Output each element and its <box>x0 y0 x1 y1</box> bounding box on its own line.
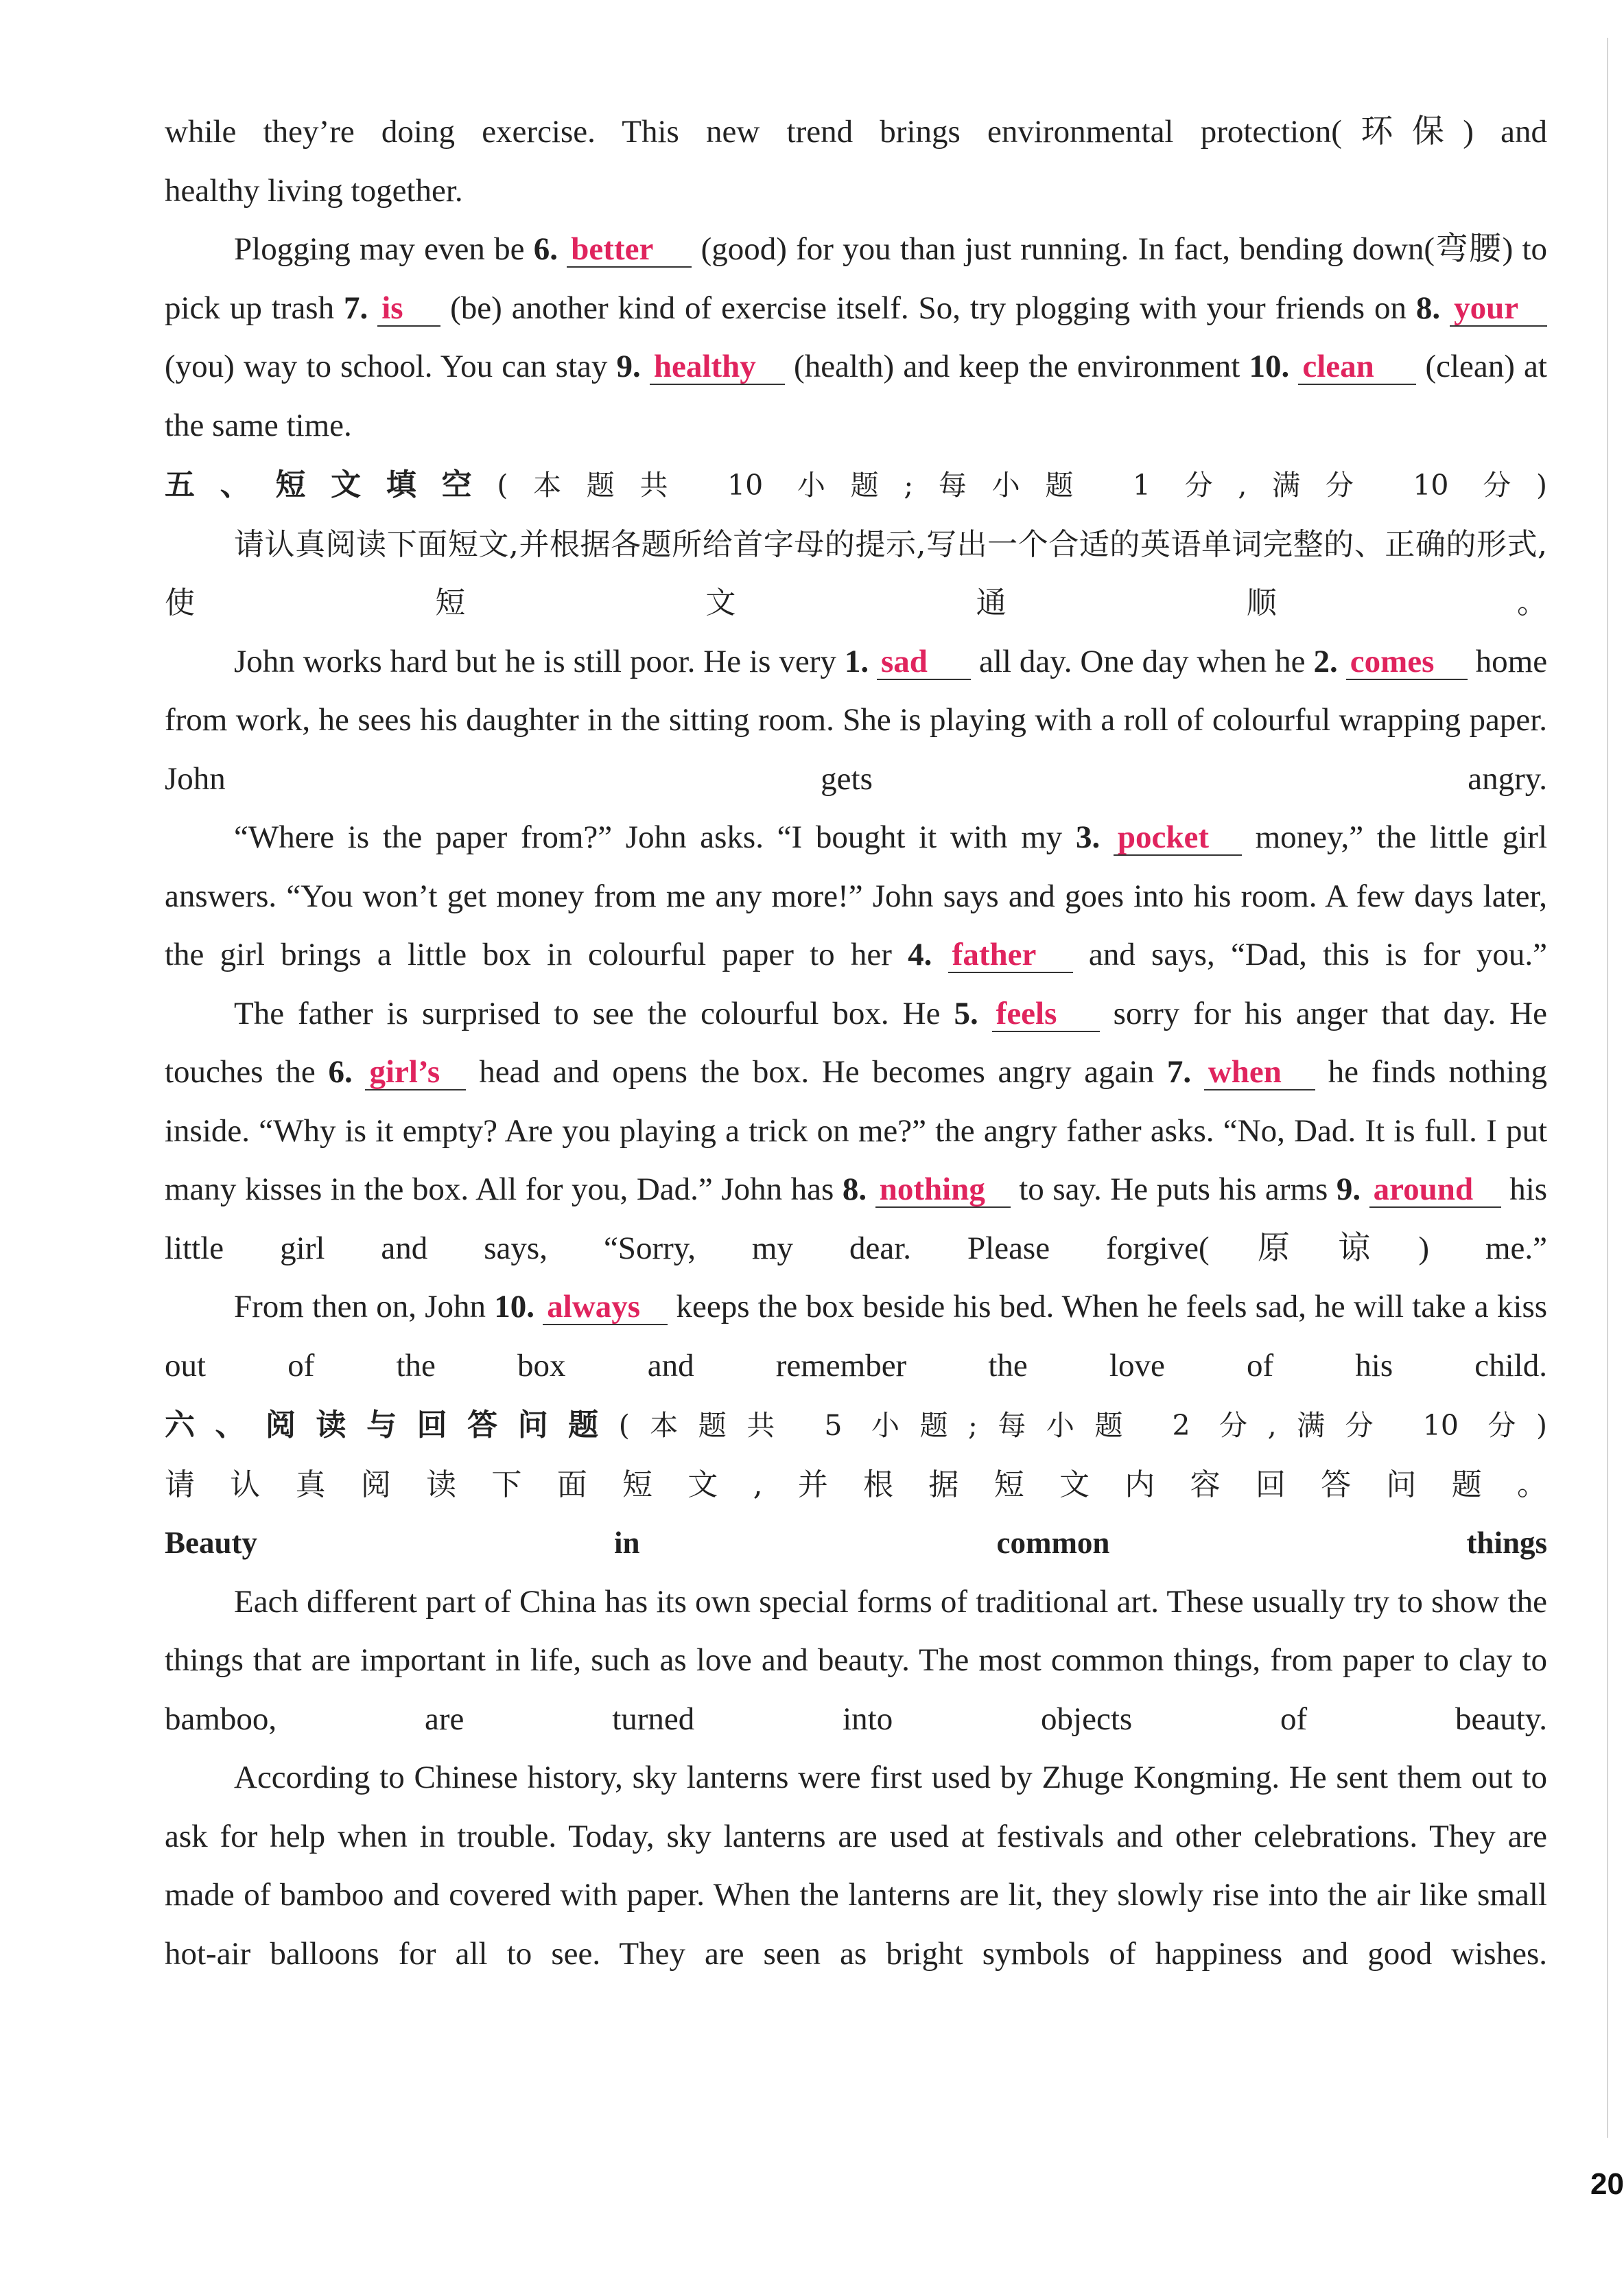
section-points: (本题共 10 小题;每小题 1 分,满分 10 分) <box>497 469 1547 502</box>
text-segment: From then on, John <box>234 1289 486 1325</box>
answer-blank: pocket <box>1114 820 1242 856</box>
text-segment: keeps the box beside his bed. When he feels sad, he will take a kiss out of the box and remember the love of his child. <box>165 1289 1548 1384</box>
answer-blank: around <box>1369 1172 1501 1208</box>
page-number: 20 <box>1590 2167 1624 2201</box>
passage-paragraph: Each different part of China has its own special forms of traditional art. These usually try to show the things that are important in life, such as love and beauty. The most common things, from paper to clay to bamboo, are turned into objects of beauty. <box>165 1583 1547 1737</box>
answer-blank: clean <box>1298 349 1416 385</box>
passage-paragraph: According to Chinese history, sky lanterns were first used by Zhuge Kongming. He sent them out to ask for help when in trouble. Today, sky lanterns are used at festivals and other celebrations. They are made of bamboo and covered with paper. When the lanterns are lit, they slowly rise into the air like small hot-air balloons for all to see. They are seen as bright symbols of happiness and good wishes. <box>165 1760 1547 1972</box>
question-number: 9. <box>1336 1171 1361 1207</box>
section-instruction: 请认真阅读下面短文,并根据各题所给首字母的提示,写出一个合适的英语单词完整的、正确的形式,使短文通顺。 <box>165 526 1547 620</box>
question-number: 7. <box>1166 1054 1192 1090</box>
text-segment: and says, “Dad, this is for you.” <box>1088 937 1548 972</box>
text-segment: (good) for you than just running. In fact, bending <box>701 231 1343 267</box>
text-segment: keep the environment <box>958 349 1240 384</box>
passage-paragraph <box>165 220 1547 455</box>
question-number: 4. <box>908 937 932 972</box>
text-segment: his little girl and says, “Sorry, my dear. Please forgive(原谅) me.” <box>165 1171 1548 1266</box>
passage-paragraph <box>165 808 1547 985</box>
answer-blank: girl’s <box>365 1055 466 1090</box>
answer-blank: comes <box>1346 644 1468 680</box>
text-segment: he finds nothing inside. “Why is it empty? Are you playing a trick on me?” the angry father asks. “No, Dad. It is full. I put many kisses in the box. All for you, Dad.” John has <box>165 1054 1548 1207</box>
answer-blank: nothing <box>875 1172 1011 1208</box>
text-segment: (be) another kind of exercise itself. So, try plogging <box>450 290 1131 326</box>
question-number: 7. <box>344 290 368 326</box>
text-segment: John works hard but he is still poor. He is very <box>234 643 836 679</box>
right-margin-rule <box>1607 38 1608 2138</box>
question-number: 9. <box>616 349 641 384</box>
question-number: 3. <box>1075 819 1101 855</box>
worksheet-page <box>165 103 1547 1983</box>
question-number: 1. <box>844 643 869 679</box>
passage-paragraph <box>165 633 1547 809</box>
question-number: 6. <box>328 1054 353 1090</box>
text-segment: (clean) at the same time. <box>165 349 1547 443</box>
text-segment: all day. One day when he <box>978 643 1306 679</box>
text-segment: sorry for his anger that day. He touches the <box>165 995 1547 1090</box>
section-heading <box>165 1395 1547 1456</box>
answer-blank: your <box>1450 291 1547 327</box>
question-number: 10. <box>1249 349 1290 384</box>
answer-blank: when <box>1204 1055 1315 1090</box>
text-segment: The father is surprised to see the colourful box. He <box>234 995 941 1031</box>
question-number: 5. <box>954 995 978 1031</box>
answer-blank: always <box>543 1290 668 1325</box>
question-number: 8. <box>1415 290 1441 326</box>
section-5 <box>165 455 1547 1395</box>
text-segment: “Where is the paper from?” John asks. “I bought it with my <box>234 819 1063 855</box>
answer-blank: healthy <box>650 349 785 385</box>
passage-continuation <box>165 103 1547 455</box>
answer-blank: feels <box>992 996 1100 1032</box>
text-segment: to say. He puts his arms <box>1019 1171 1328 1207</box>
section-heading <box>165 455 1547 515</box>
answer-blank: is <box>377 291 440 327</box>
section-title: 六、阅读与回答问题 <box>165 1408 619 1443</box>
answer-blank: better <box>567 232 692 268</box>
text-segment: money,” the little girl answers. “You won’t get money from me any more!” John says and goes into his room. A few days later, the girl brings a little box in colourful paper to her <box>165 819 1548 972</box>
section-6 <box>165 1395 1547 1983</box>
passage-paragraph <box>165 985 1547 1279</box>
answer-blank: father <box>948 937 1073 973</box>
section-points: (本题共 5 小题;每小题 2 分,满分 10 分) <box>618 1409 1547 1442</box>
text-segment: head and opens the box. He becomes angry again <box>479 1054 1155 1090</box>
passage-paragraph <box>165 1278 1547 1395</box>
section-instruction: 请认真阅读下面短文,并根据短文内容回答问题。 <box>165 1467 1547 1502</box>
text-segment: with your friends on <box>1140 290 1407 326</box>
question-number: 10. <box>494 1289 535 1325</box>
text-line: healthy living together. <box>165 172 463 209</box>
text-segment: down(弯腰) to pick up trash <box>165 231 1548 326</box>
question-number: 8. <box>842 1171 867 1207</box>
text-segment: home from work, he sees his daughter in the sitting room. She is playing with a roll of colourful wrapping paper. John gets angry. <box>165 643 1548 797</box>
passage-title: Beauty in common things <box>165 1526 1547 1560</box>
text-segment: Plogging may even be <box>234 231 525 267</box>
text-segment: (health) and <box>794 349 950 384</box>
question-number: 2. <box>1313 643 1338 679</box>
answer-blank: sad <box>877 644 971 680</box>
text-line: while they’re doing exercise. This new trend brings environmental protection(环保) and <box>165 114 1547 150</box>
text-segment: (you) way to school. You can stay <box>165 349 608 384</box>
question-number: 6. <box>533 231 558 267</box>
section-title: 五、短文填空 <box>165 467 497 502</box>
